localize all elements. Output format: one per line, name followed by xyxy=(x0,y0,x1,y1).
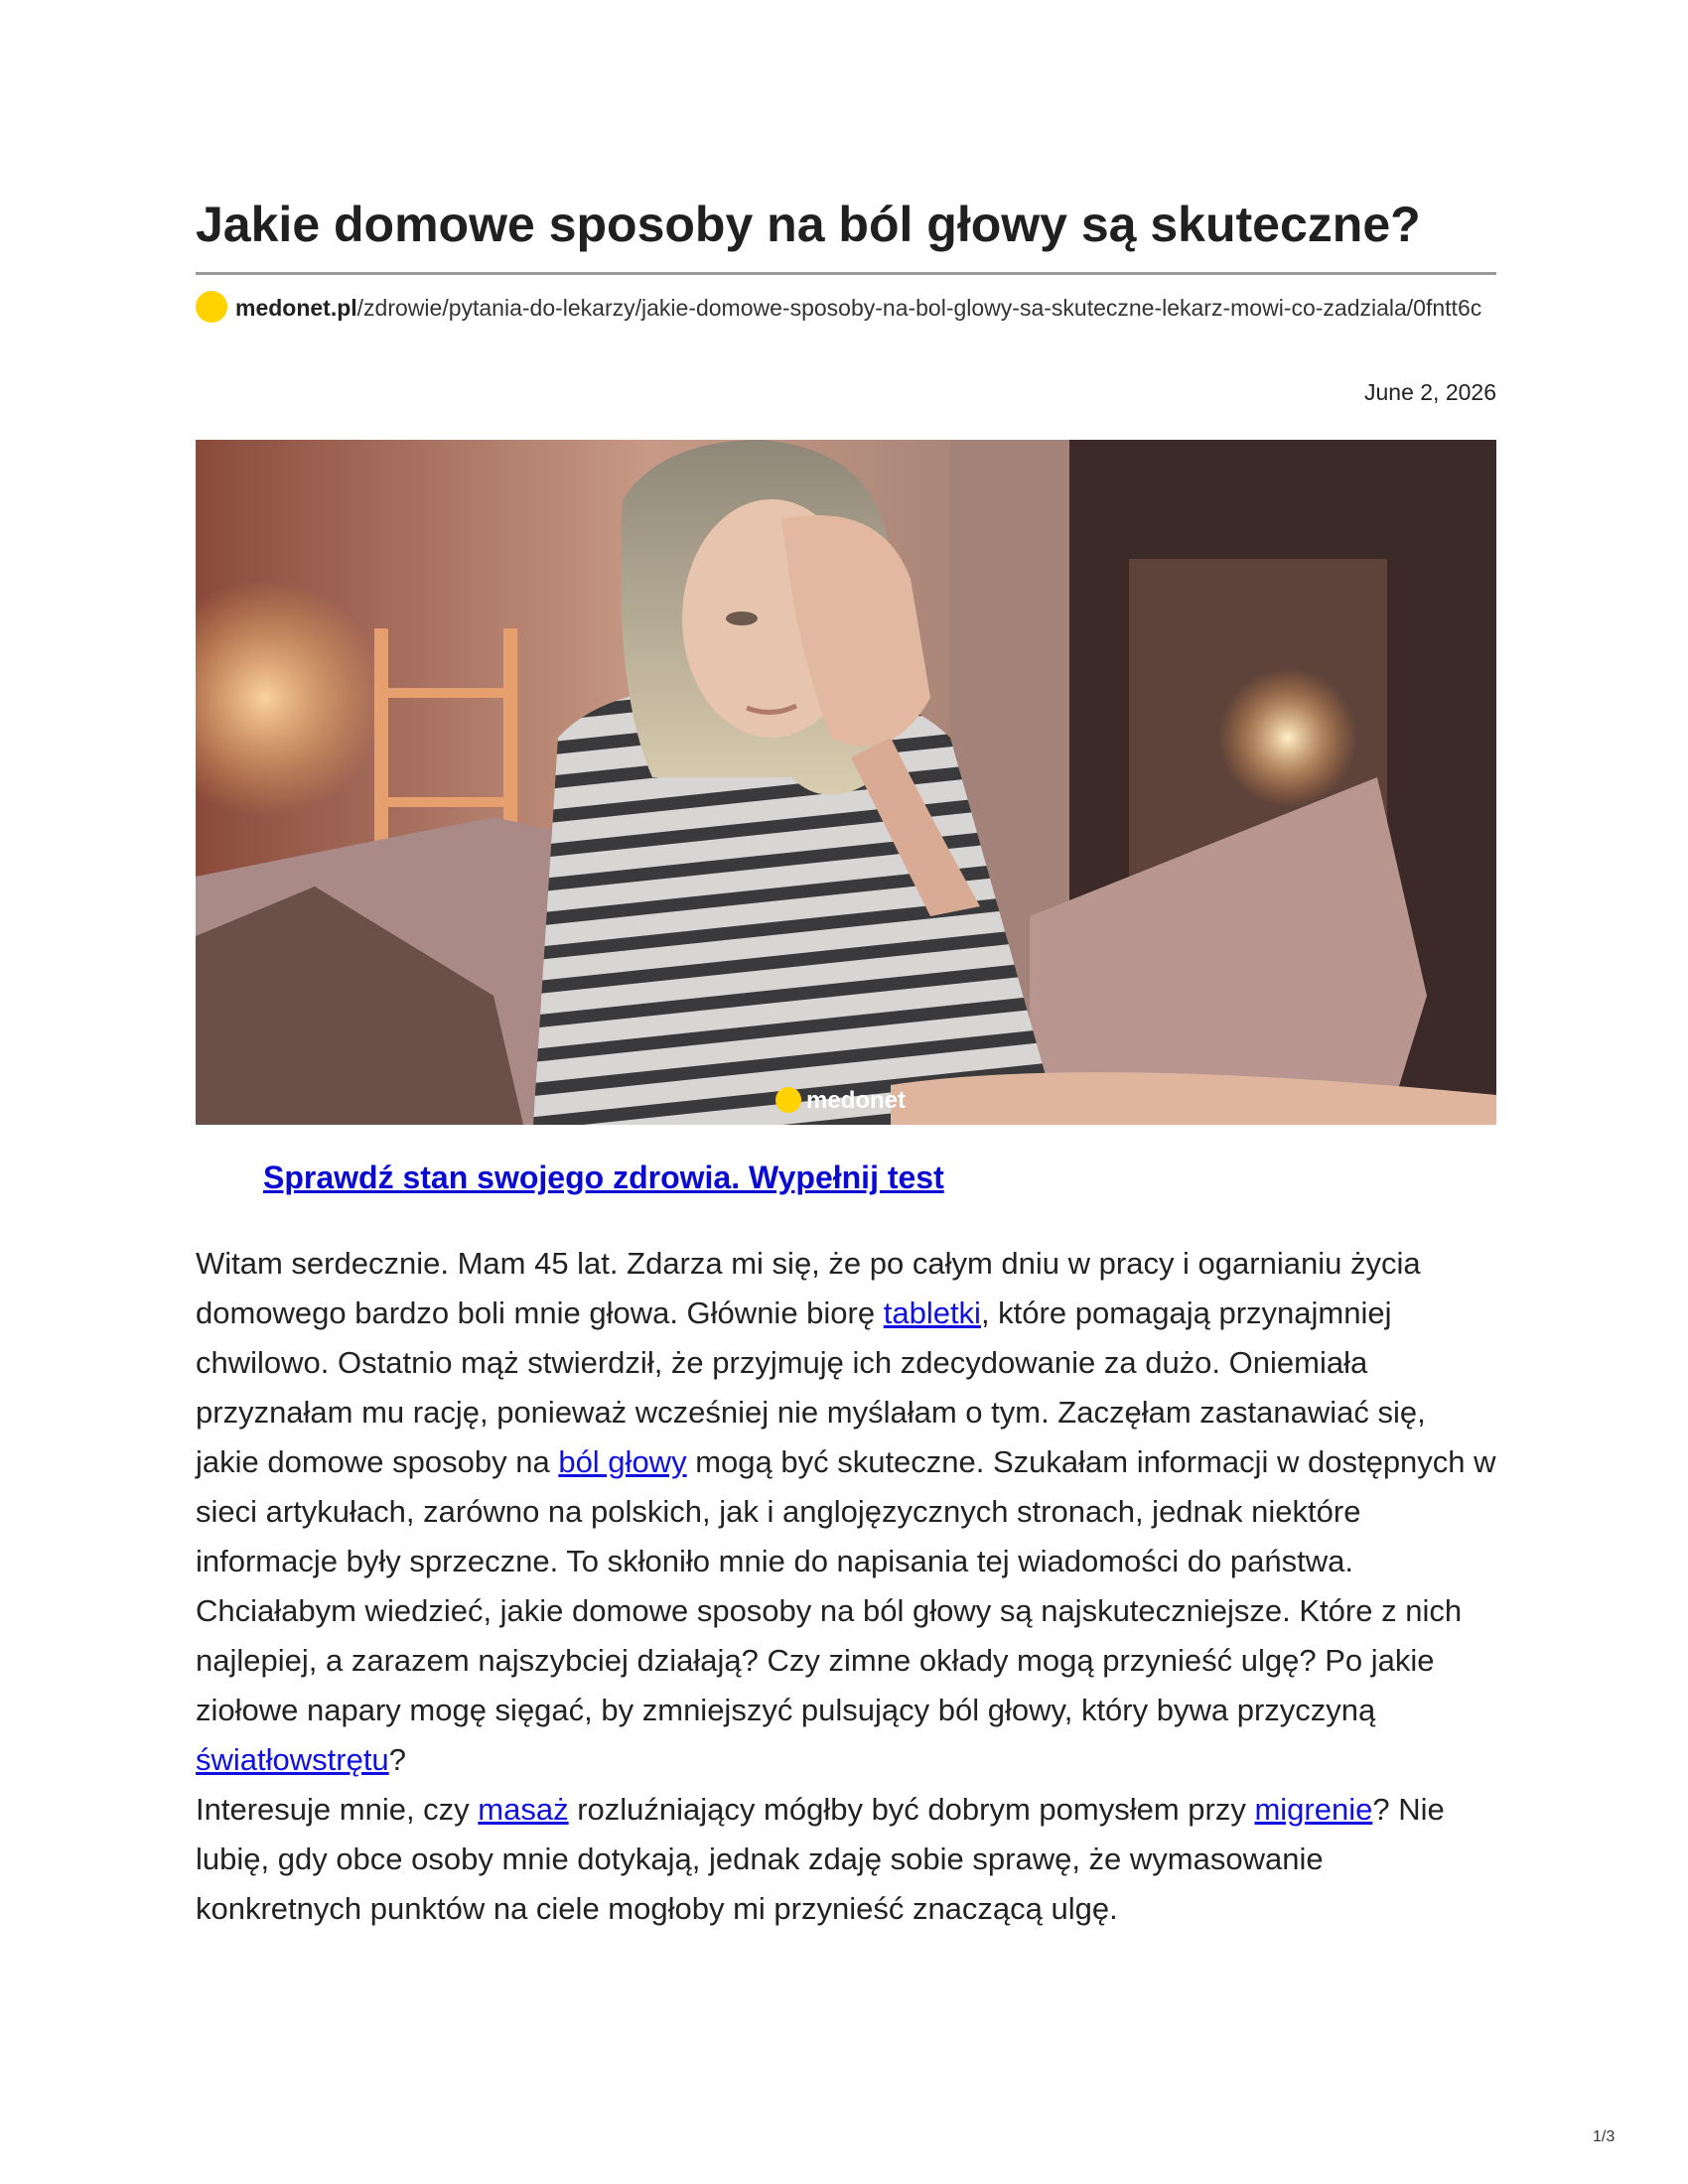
link-masaz[interactable]: masaż xyxy=(478,1792,569,1827)
link-bol-glowy[interactable]: ból głowy xyxy=(558,1444,687,1479)
article-body xyxy=(196,1239,1496,1934)
page-number: 1/3 xyxy=(1593,2128,1616,2145)
link-tabletki[interactable]: tabletki xyxy=(883,1296,981,1330)
medonet-logo-icon xyxy=(196,291,227,323)
source-domain: medonet.pl xyxy=(235,295,357,321)
paragraph-3: Interesuje mnie, czy masaż rozluźniający mógłby być dobrym pomysłem przy migrenie? Nie lubię, gdy obce osoby mnie dotykają, jednak zdaję sobie sprawę, że wymasowanie konkretnych punktów na ciele mogłoby mi przynieść znaczącą ulgę. xyxy=(196,1792,1445,1926)
source-path: /zdrowie/pytania-do-lekarzy/jakie-domowe-sposoby-na-bol-glowy-sa-skuteczne-lekarz-mowi-co-zadziala/0fntt6c xyxy=(356,295,1482,321)
paragraph-2: Chciałabym wiedzieć, jakie domowe sposoby na ból głowy są najskuteczniejsze. Które z nich najlepiej, a zarazem najszybciej działają? Czy zimne okłady mogą przynieść ulgę? Po jakie ziołowe napary mogę sięgać, by zmniejszyć pulsujący ból głowy, który bywa przyczyną światłowstrętu? xyxy=(196,1593,1463,1777)
title-divider xyxy=(196,272,1496,275)
link-migrenie[interactable]: migrenie xyxy=(1254,1792,1373,1827)
article-title: Jakie domowe sposoby na ból głowy są skuteczne? xyxy=(196,197,1421,252)
source-url[interactable] xyxy=(196,290,1496,326)
health-test-link[interactable]: Sprawdź stan swojego zdrowia. Wypełnij test xyxy=(263,1160,944,1195)
paragraph-1: Witam serdecznie. Mam 45 lat. Zdarza mi się, że po całym dniu w pracy i ogarnianiu życia domowego bardzo boli mnie głowa. Głównie biorę tabletki, które pomagają przynajmniej chwilowo. Ostatnio mąż stwierdził, że przyjmuję ich zdecydowanie za dużo. Oniemiała przyznałam mu rację, ponieważ wcześniej nie myślałam o tym. Zaczęłam zastanawiać się, jakie domowe sposoby na ból głowy mogą być skuteczne. Szukałam informacji w dostępnych w sieci artykułach, zarówno na polskich, jak i anglojęzycznych stronach, jednak niektóre informacje były sprzeczne. To skłoniło mnie do napisania tej wiadomości do państwa. xyxy=(196,1246,1496,1578)
hero-watermark: medonet xyxy=(806,1087,907,1114)
link-swiatlowstret[interactable]: światłowstrętu xyxy=(196,1742,389,1777)
hero-image xyxy=(196,440,1496,1125)
article-date: June 2, 2026 xyxy=(1363,379,1496,405)
